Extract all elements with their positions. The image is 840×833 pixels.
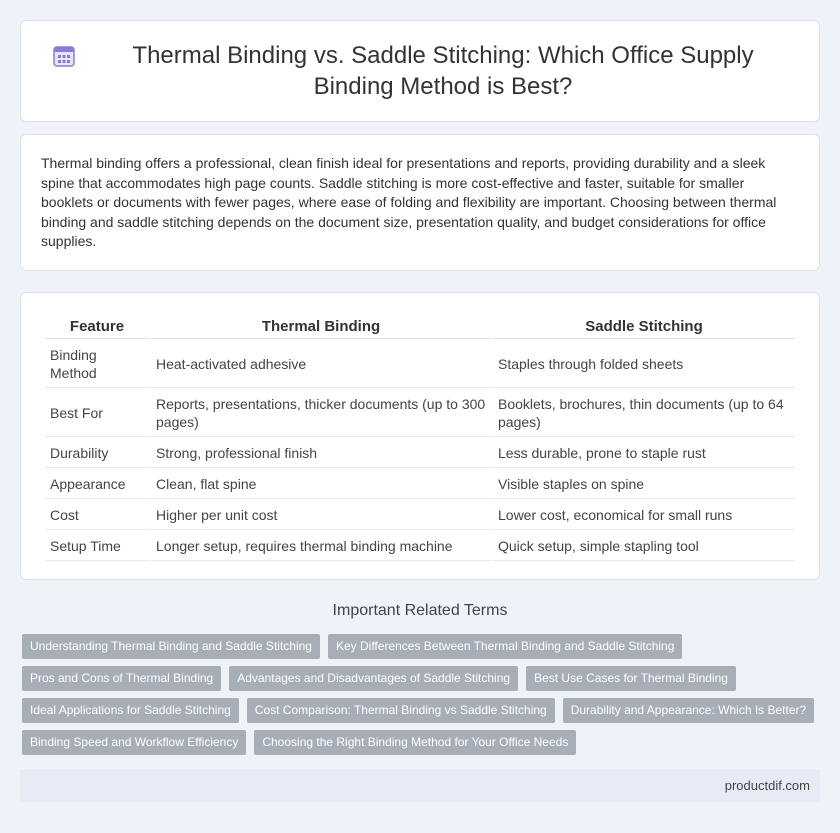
related-term-tag[interactable]: Cost Comparison: Thermal Binding vs Saddle Stitching — [247, 698, 555, 723]
table-header-row — [45, 315, 795, 339]
thermal-cell: Clean, flat spine — [151, 470, 491, 499]
intro-card — [20, 134, 820, 271]
title-card — [20, 20, 820, 122]
calendar-icon — [51, 43, 77, 69]
related-term-tag[interactable]: Advantages and Disadvantages of Saddle Stitching — [229, 666, 518, 691]
header-thermal-binding: Thermal Binding — [151, 315, 491, 339]
saddle-cell: Booklets, brochures, thin documents (up to 64 pages) — [493, 390, 795, 437]
related-terms-heading: Important Related Terms — [332, 602, 508, 619]
feature-cell: Durability — [45, 439, 149, 468]
comparison-table — [43, 313, 797, 563]
header-saddle-stitching: Saddle Stitching — [493, 315, 795, 339]
table-row — [45, 532, 795, 561]
feature-cell: Setup Time — [45, 532, 149, 561]
thermal-cell: Longer setup, requires thermal binding machine — [151, 532, 491, 561]
related-term-tag[interactable]: Key Differences Between Thermal Binding and Saddle Stitching — [328, 634, 682, 659]
related-term-tag[interactable]: Binding Speed and Workflow Efficiency — [22, 730, 246, 755]
header-feature: Feature — [45, 315, 149, 339]
thermal-cell: Reports, presentations, thicker documents (up to 300 pages) — [151, 390, 491, 437]
comparison-table-card — [20, 292, 820, 580]
thermal-cell: Heat-activated adhesive — [151, 341, 491, 388]
intro-paragraph: Thermal binding offers a professional, clean finish ideal for presentations and reports, providing durability and a sleek spine that accommodates high page counts. Saddle stitching is more cost-effective and faster, suitable for smaller booklets or documents with fewer pages, where ease of folding and flexibility are important. Choosing between thermal binding and saddle stitching depends on the document size, presentation quality, and budget considerations for office supplies. — [41, 155, 777, 249]
thermal-cell: Higher per unit cost — [151, 501, 491, 530]
page-title: Thermal Binding vs. Saddle Stitching: Which Office Supply Binding Method is Best? — [132, 42, 754, 100]
table-row — [45, 501, 795, 530]
related-term-tag[interactable]: Pros and Cons of Thermal Binding — [22, 666, 221, 691]
saddle-cell: Staples through folded sheets — [493, 341, 795, 388]
saddle-cell: Quick setup, simple stapling tool — [493, 532, 795, 561]
table-row — [45, 470, 795, 499]
saddle-cell: Visible staples on spine — [493, 470, 795, 499]
related-term-tag[interactable]: Durability and Appearance: Which Is Better? — [563, 698, 814, 723]
feature-cell: Best For — [45, 390, 149, 437]
feature-cell: Cost — [45, 501, 149, 530]
related-terms-list — [22, 634, 822, 762]
feature-cell: Appearance — [45, 470, 149, 499]
related-term-tag[interactable]: Best Use Cases for Thermal Binding — [526, 666, 736, 691]
table-row — [45, 341, 795, 388]
footer — [20, 769, 820, 802]
feature-cell: Binding Method — [45, 341, 149, 388]
related-term-tag[interactable]: Ideal Applications for Saddle Stitching — [22, 698, 239, 723]
footer-site-link[interactable]: productdif.com — [724, 778, 810, 793]
saddle-cell: Lower cost, economical for small runs — [493, 501, 795, 530]
table-row — [45, 390, 795, 437]
title-row — [21, 21, 819, 121]
related-term-tag[interactable]: Choosing the Right Binding Method for Your Office Needs — [254, 730, 576, 755]
related-term-tag[interactable]: Understanding Thermal Binding and Saddle Stitching — [22, 634, 320, 659]
thermal-cell: Strong, professional finish — [151, 439, 491, 468]
table-row — [45, 439, 795, 468]
saddle-cell: Less durable, prone to staple rust — [493, 439, 795, 468]
